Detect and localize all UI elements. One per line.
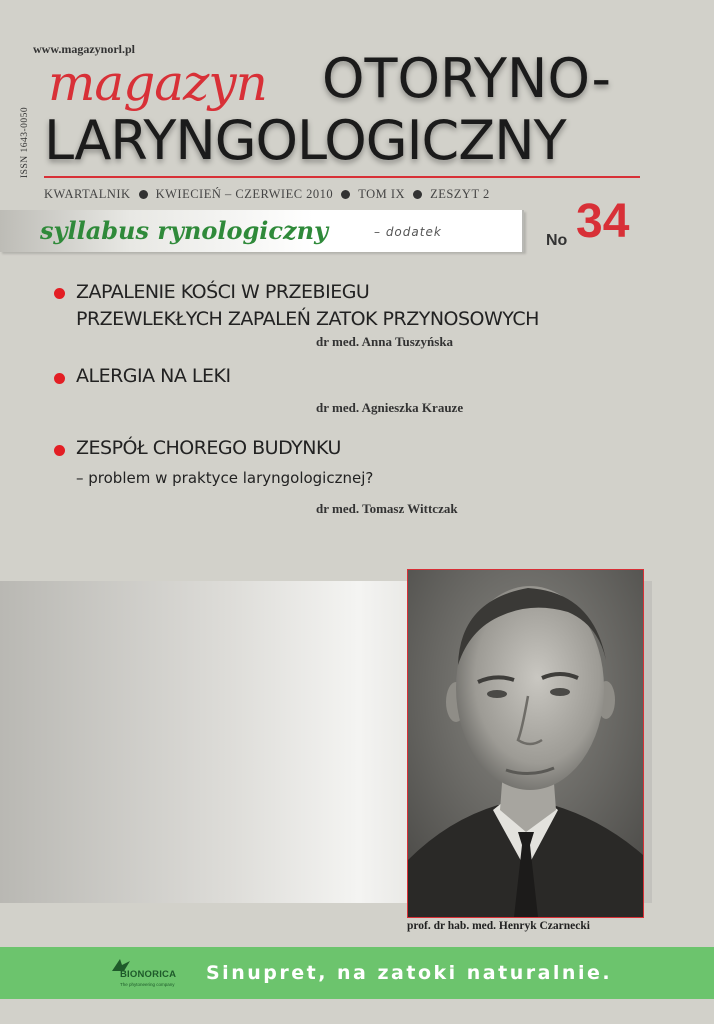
ad-brand-tagline: The phytoneering company [120, 982, 175, 987]
photo-caption: prof. dr hab. med. Henryk Czarnecki [407, 920, 590, 932]
masthead-magazyn: magazyn [48, 54, 267, 112]
article-2-title: ALERGIA NA LEKI [76, 365, 231, 387]
article-2-author: dr med. Agnieszka Krauze [316, 400, 464, 415]
issn-label: ISSN 1643-0050 [20, 106, 30, 178]
magazine-url: www.magazynorl.pl [33, 42, 135, 56]
article-bullet [54, 373, 65, 384]
article-1-title-line1: ZAPALENIE KOŚCI W PRZEBIEGU [76, 281, 370, 303]
ad-brand: BIONORICA [120, 969, 177, 980]
portrait-photo [407, 569, 644, 918]
meta-separator [139, 190, 148, 199]
meta-date: KWIECIEŃ – CZERWIEC 2010 [155, 187, 334, 201]
meta-issue: ZESZYT 2 [430, 187, 490, 201]
supplement-note: – dodatek [374, 225, 442, 239]
masthead-divider [44, 176, 640, 178]
article-bullet [54, 445, 65, 456]
portrait-illustration [408, 570, 643, 917]
article-3-subtitle: – problem w praktyce laryngologicznej? [76, 469, 374, 487]
meta-separator [413, 190, 422, 199]
supplement-title: syllabus rynologiczny [40, 216, 329, 245]
issue-number: 34 [576, 195, 630, 248]
article-3-title: ZESPÓŁ CHOREGO BUDYNKU [76, 437, 341, 459]
issue-number-label: No [546, 232, 568, 249]
meta-frequency: KWARTALNIK [44, 187, 131, 201]
article-3-author: dr med. Tomasz Wittczak [316, 501, 458, 516]
meta-separator [341, 190, 350, 199]
issue-meta [44, 187, 490, 202]
masthead-laryngologiczny: LARYNGOLOGICZNY [44, 109, 566, 172]
masthead-otoryno: OTORYNO- [322, 47, 611, 110]
article-bullet [54, 288, 65, 299]
article-1-author: dr med. Anna Tuszyńska [316, 334, 454, 349]
meta-volume: TOM IX [358, 187, 406, 201]
ad-slogan: Sinupret, na zatoki naturalnie. [206, 962, 613, 984]
article-1-title-line2: PRZEWLEKŁYCH ZAPALEŃ ZATOK PRZYNOSOWYCH [76, 308, 539, 330]
